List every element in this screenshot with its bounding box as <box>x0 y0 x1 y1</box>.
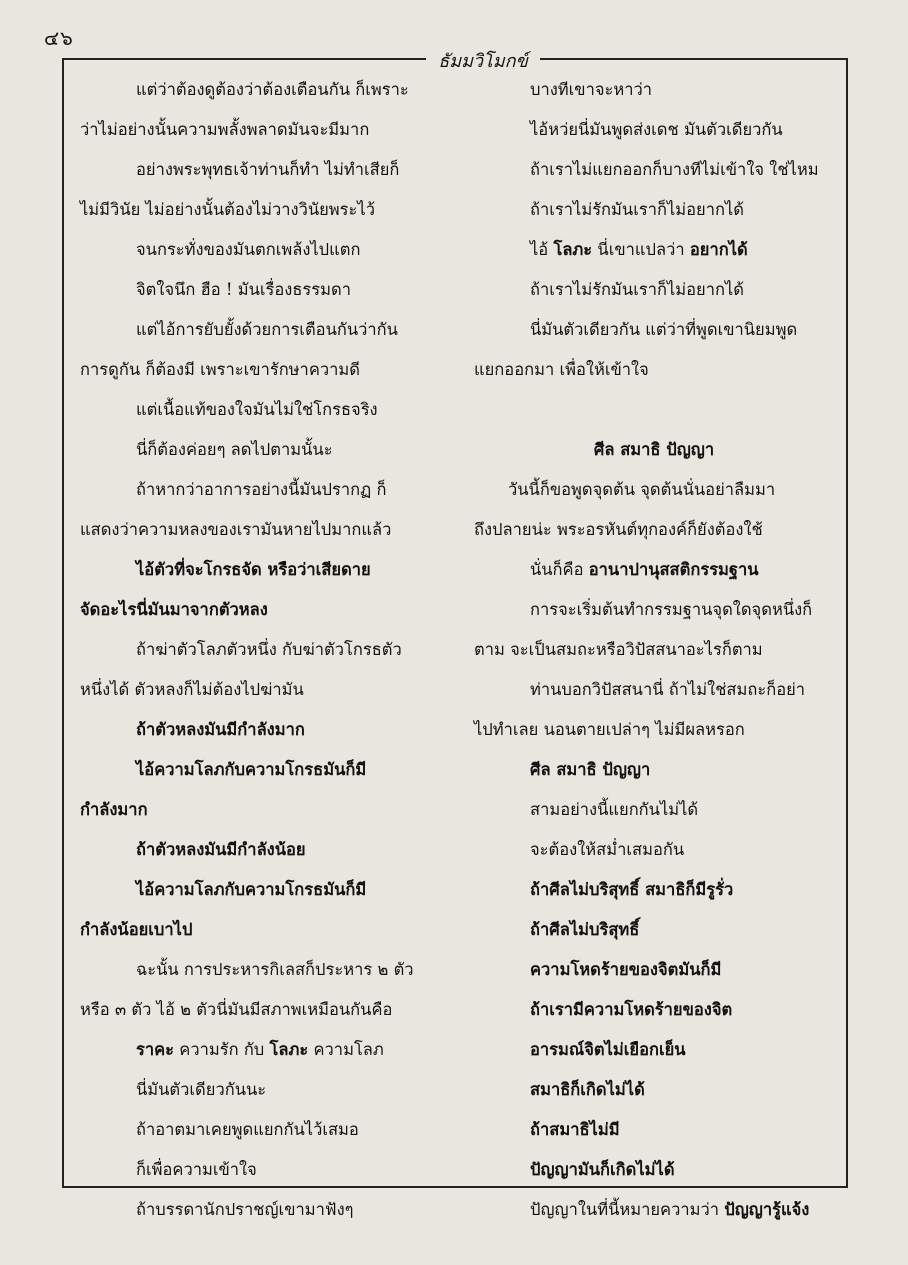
text-segment: นี่เขาแปลว่า <box>592 240 690 259</box>
text-line: ศีล สมาธิ ปัญญา <box>530 760 651 779</box>
text-line: ถ้าบรรดานักปราชญ์เขามาฟังๆ <box>136 1200 354 1219</box>
text-line: ถ้าศีลไม่บริสุทธิ์ สมาธิก็มีรูรั่ว <box>530 880 734 899</box>
text-line: ถ้าศีลไม่บริสุทธิ์ <box>530 920 640 939</box>
text-segment: นั่นก็คือ <box>530 560 589 579</box>
text-line: ถ้าเราไม่แยกออกก็บางทีไม่เข้าใจ ใช่ไหม <box>530 160 819 179</box>
text-line: สามอย่างนี้แยกกันไม่ได้ <box>530 800 699 819</box>
text-line: ถึงปลายน่ะ พระอรหันต์ทุกองค์ก็ยังต้องใช้ <box>474 520 763 539</box>
text-line: ก็เพื่อความเข้าใจ <box>136 1160 257 1179</box>
text-line: ความโหดร้ายของจิตมันก็มี <box>530 960 722 979</box>
text-line <box>474 550 834 590</box>
text-line <box>474 230 834 270</box>
text-line: ตาม จะเป็นสมถะหรือวิปัสสนาอะไรก็ตาม <box>474 640 763 659</box>
text-line: กำลังมาก <box>80 800 148 819</box>
text-line: แต่เนื้อแท้ของใจมันไม่ใช่โกรธจริง <box>136 400 378 419</box>
text-line: ถ้าตัวหลงมันมีกำลังน้อย <box>136 840 306 859</box>
text-line: นี่มันตัวเดียวกัน แต่ว่าที่พูดเขานิยมพูด <box>530 320 798 339</box>
text-line: ไอ้ความโลภกับความโกรธมันก็มี <box>136 760 367 779</box>
right-text-column <box>474 70 834 1230</box>
text-segment: ความโลภ <box>308 1040 384 1059</box>
text-line: การจะเริ่มต้นทำกรรมฐานจุดใดจุดหนึ่งก็ <box>530 600 813 619</box>
text-line: ถ้าฆ่าตัวโลภตัวหนึ่ง กับฆ่าตัวโกรธตัว <box>136 640 402 659</box>
text-line: ถ้าหากว่าอาการอย่างนี้มันปรากฏ ก็ <box>136 480 387 499</box>
left-text-column <box>80 70 452 1230</box>
text-line: ฉะนั้น การประหารกิเลสก็ประหาร ๒ ตัว <box>136 960 414 979</box>
text-line: จนกระทั่งของมันตกเพล้งไปแตก <box>136 240 361 259</box>
text-line: ว่าไม่อย่างนั้นความพลั้งพลาดมันจะมีมาก <box>80 120 370 139</box>
text-segment: ความรัก กับ <box>174 1040 270 1059</box>
text-line: จะต้องให้สม่ำเสมอกัน <box>530 840 685 859</box>
text-line: หนึ่งได้ ตัวหลงก็ไม่ต้องไปฆ่ามัน <box>80 680 304 699</box>
text-line: นี่มันตัวเดียวกันนะ <box>136 1080 267 1099</box>
text-line: ถ้าตัวหลงมันมีกำลังมาก <box>136 720 305 739</box>
text-line: วันนี้ก็ขอพูดจุดต้น จุดต้นนั่นอย่าลืมมา <box>508 480 776 499</box>
bold-term: โลภะ <box>553 240 593 259</box>
bold-term: ราคะ <box>136 1040 175 1059</box>
text-line: ถ้าอาตมาเคยพูดแยกกันไว้เสมอ <box>136 1120 359 1139</box>
text-line: ท่านบอกวิปัสสนานี่ ถ้าไม่ใช่สมถะก็อย่า <box>530 680 806 699</box>
text-line: การดูกัน ก็ต้องมี เพราะเขารักษาความดี <box>80 360 360 379</box>
text-line: แสดงว่าความหลงของเรามันหายไปมากแล้ว <box>80 520 392 539</box>
text-line: ไอ้ตัวที่จะโกรธจัด หรือว่าเสียดาย <box>136 560 371 579</box>
text-line: ไอ้ความโลภกับความโกรธมันก็มี <box>136 880 367 899</box>
bold-term: อยากได้ <box>689 240 748 259</box>
text-line: ศีล สมาธิ ปัญญา <box>593 440 715 459</box>
text-line: แยกออกมา เพื่อให้เข้าใจ <box>474 360 649 379</box>
bold-term: อานาปานุสสติกรรมฐาน <box>588 560 759 579</box>
text-line <box>80 1030 452 1070</box>
text-line: หรือ ๓ ตัว ไอ้ ๒ ตัวนี่มันมีสภาพเหมือนกันคือ <box>80 1000 393 1019</box>
text-line: แต่ไอ้การยับยั้งด้วยการเตือนกันว่ากัน <box>136 320 398 339</box>
text-line: ไอ้หว่ยนี่มันพูดส่งเดช มันตัวเดียวกัน <box>530 120 783 139</box>
text-line: ถ้าเรามีความโหดร้ายของจิต <box>530 1000 733 1019</box>
text-line: แต่ว่าต้องดูต้องว่าต้องเตือนกัน ก็เพราะ <box>136 80 409 99</box>
text-line: ไม่มีวินัย ไม่อย่างนั้นต้องไม่วางวินัยพระไว้ <box>80 200 375 219</box>
text-line: บางทีเขาจะหาว่า <box>530 80 653 99</box>
text-line: ไปทำเลย นอนตายเปล่าๆ ไม่มีผลหรอก <box>474 720 745 739</box>
text-line: อย่างพระพุทธเจ้าท่านก็ทำ ไม่ทำเสียก็ <box>136 160 400 179</box>
bold-term: ปัญญารู้แจ้ง <box>724 1200 810 1219</box>
text-line: นี่ก็ต้องค่อยๆ ลดไปตามนั้นะ <box>136 440 333 459</box>
text-segment: ไอ้ <box>530 240 554 259</box>
text-line: ถ้าเราไม่รักมันเราก็ไม่อยากได้ <box>530 200 744 219</box>
page-number: ๔๖ <box>44 26 74 50</box>
bold-term: โลภะ <box>269 1040 309 1059</box>
text-line <box>474 1190 834 1230</box>
text-line: ปัญญามันก็เกิดไม่ได้ <box>530 1160 675 1179</box>
running-head: ธัมมวิโมกข์ <box>438 51 528 72</box>
text-line: อารมณ์จิตไม่เยือกเย็น <box>530 1040 686 1059</box>
text-line: ถ้าสมาธิไม่มี <box>530 1120 620 1139</box>
text-segment: ปัญญาในที่นี้หมายความว่า <box>530 1200 725 1219</box>
text-line: กำลังน้อยเบาไป <box>80 920 193 939</box>
text-line <box>474 390 834 430</box>
text-line: สมาธิก็เกิดไม่ได้ <box>530 1080 645 1099</box>
text-line: จัดอะไรนี่มันมาจากตัวหลง <box>80 600 268 619</box>
text-line: จิตใจนึก ฮือ ! มันเรื่องธรรมดา <box>136 280 351 299</box>
text-line: ถ้าเราไม่รักมันเราก็ไม่อยากได้ <box>530 280 744 299</box>
